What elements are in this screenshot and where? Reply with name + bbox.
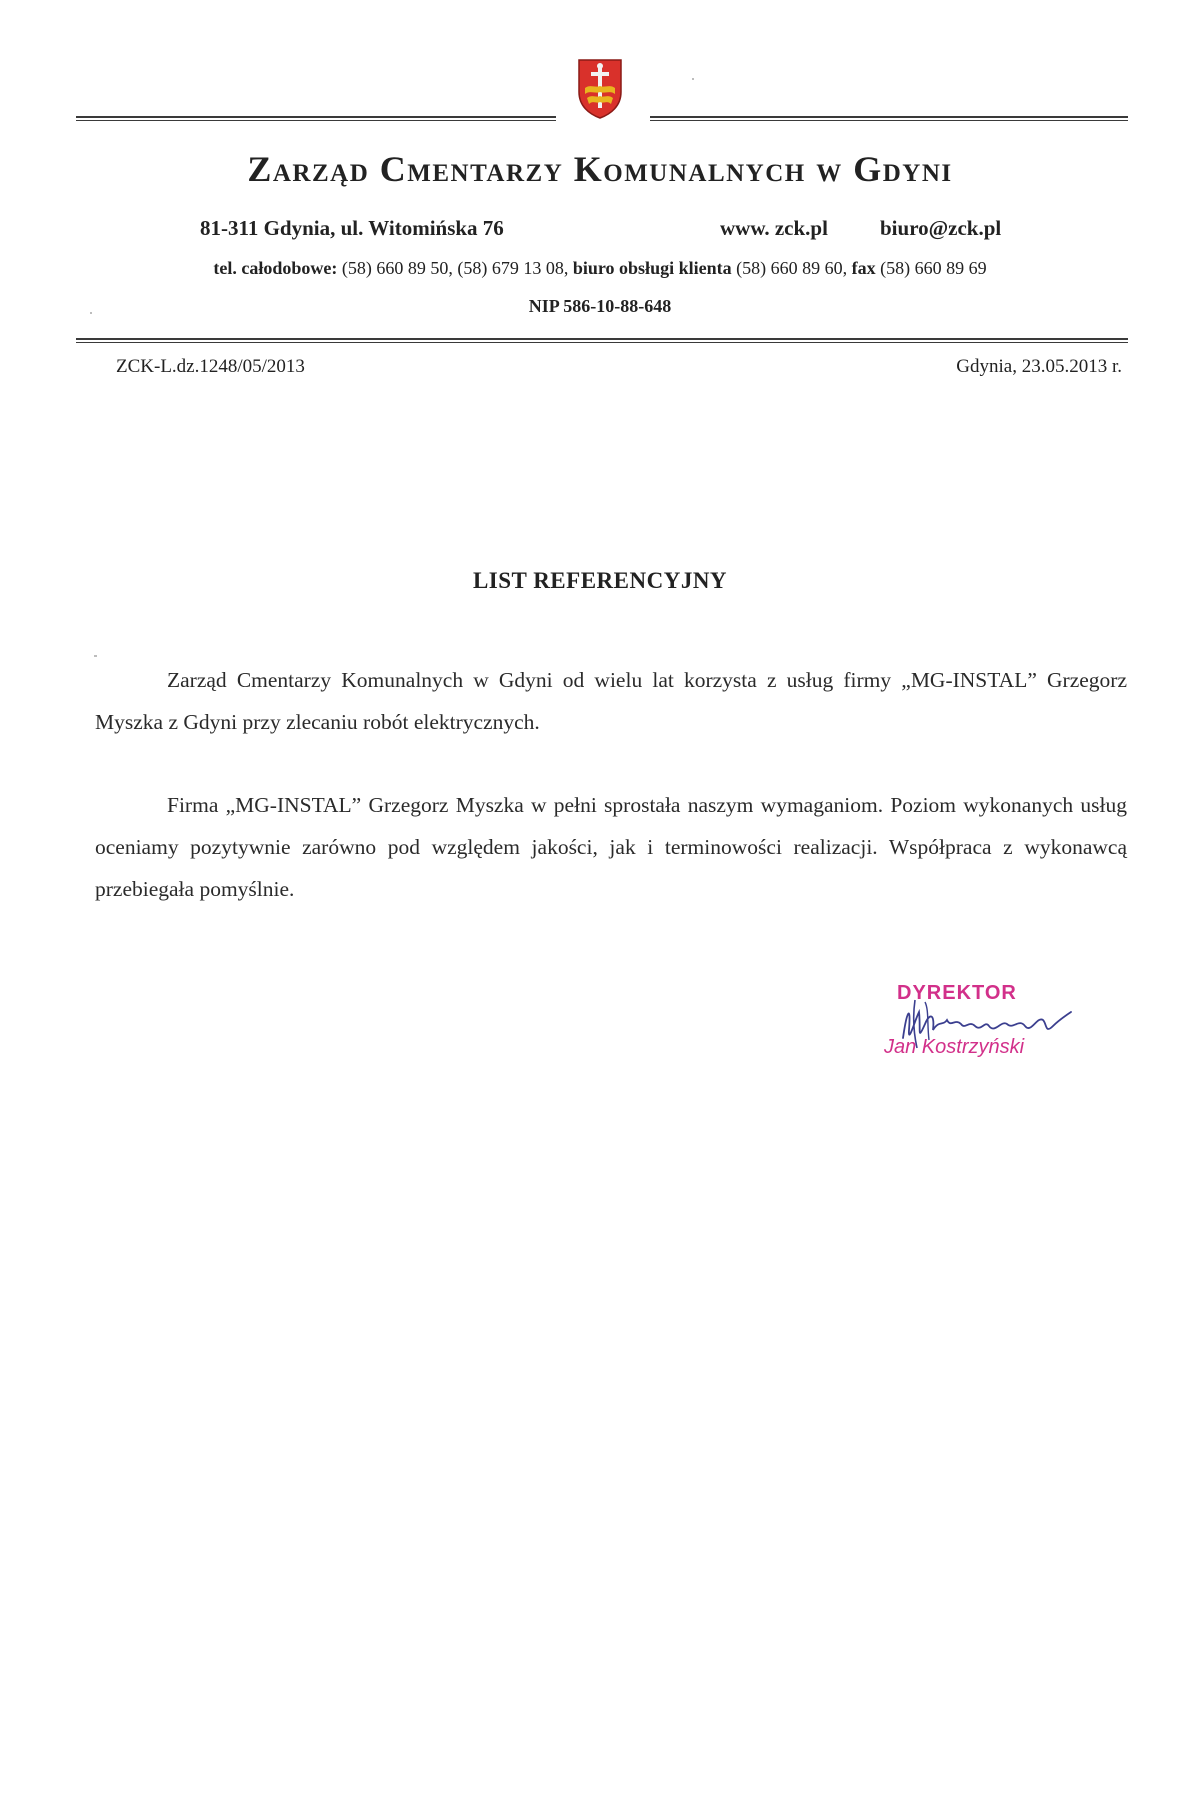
organization-name: Zarząd Cmentarzy Komunalnych w Gdyni — [247, 149, 953, 189]
fax-label: fax — [851, 258, 876, 278]
phone-line — [0, 258, 1200, 279]
paragraph-1-text: Zarząd Cmentarzy Komunalnych w Gdyni od wielu lat korzysta z usług firmy „MG-INSTAL” Grzegorz Myszka z Gdyni przy zlecaniu robót elektrycznych. — [95, 668, 1127, 734]
office-label: biuro obsługi klienta — [572, 258, 732, 278]
tax-id: NIP 586-10-88-648 — [528, 296, 672, 316]
tel-numbers: (58) 660 89 50, (58) 679 13 08, — [337, 258, 573, 278]
address: 81-311 Gdynia, ul. Witomińska 76 — [200, 216, 504, 240]
header-bottom-rule — [76, 338, 1128, 340]
stamp-name: Jan Kostrzyński — [884, 1036, 1025, 1058]
header-bottom-rule-thin — [76, 342, 1128, 343]
website: www. zck.pl — [720, 216, 828, 240]
scan-speck — [90, 312, 92, 314]
paragraph-2 — [95, 784, 1127, 910]
office-number: (58) 660 89 60, — [731, 258, 852, 278]
scan-speck — [692, 78, 694, 80]
gdynia-coat-of-arms-icon — [577, 58, 623, 120]
tel-label: tel. całodobowe: — [213, 258, 338, 278]
header-rule-left — [76, 116, 556, 118]
header-rule-right — [650, 116, 1128, 118]
paragraph-2-text: Firma „MG-INSTAL” Grzegorz Myszka w pełni sprostała naszym wymaganiom. Poziom wykonanych usług oceniamy pozytywnie zarówno pod względem jakości, jak i terminowości realizacji. Współpraca z wykonawcą przebiegała pomyślnie. — [95, 793, 1127, 901]
document-title: LIST REFERENCYJNY — [472, 568, 728, 593]
paragraph-1 — [95, 659, 1127, 743]
scan-speck — [94, 655, 97, 657]
email: biuro@zck.pl — [880, 216, 1002, 240]
header-rule-left-thin — [76, 120, 556, 121]
document-date: Gdynia, 23.05.2013 r. — [956, 356, 1122, 377]
fax-number: (58) 660 89 69 — [875, 258, 987, 278]
header-rule-right-thin — [650, 120, 1128, 121]
stamp-title: DYREKTOR — [897, 982, 1017, 1004]
reference-number: ZCK-L.dz.1248/05/2013 — [116, 356, 305, 377]
